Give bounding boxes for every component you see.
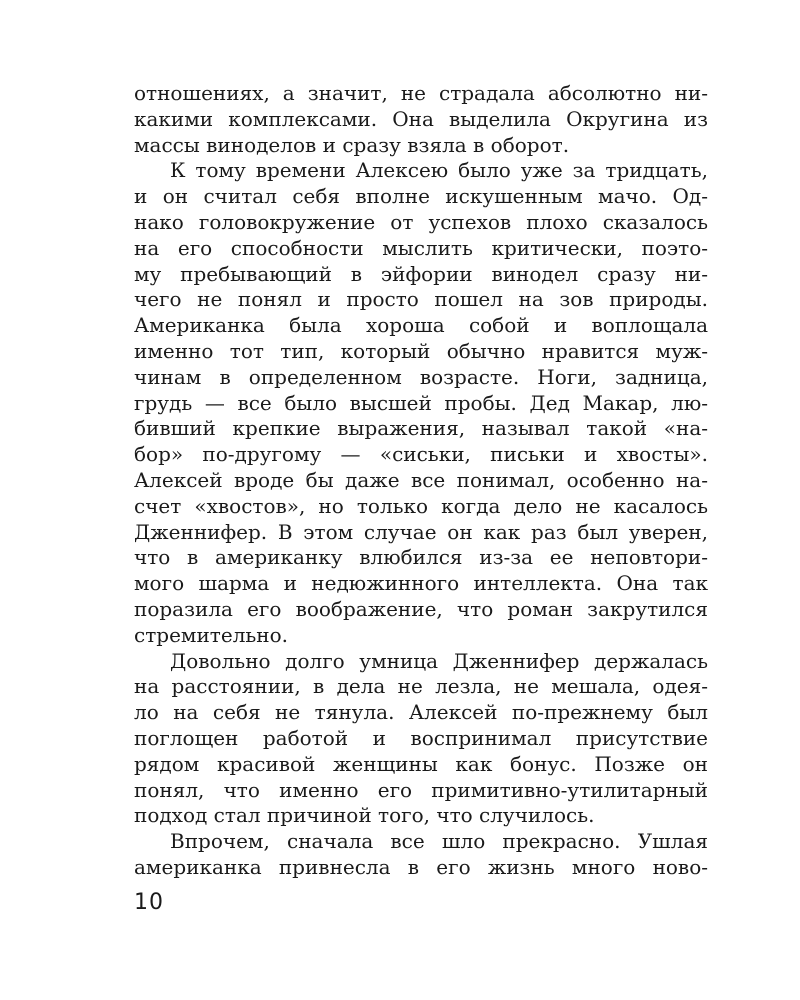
text-line: нако головокружение от успехов плохо сказалось <box>134 209 708 234</box>
text-line: счет «хвостов», но только когда дело не касалось <box>134 493 708 518</box>
text-line: на расстоянии, в дела не лезла, не мешала, одея- <box>134 674 708 699</box>
text-line: рядом красивой женщины как бонус. Позже он <box>134 751 708 776</box>
text-line: какими комплексами. Она выделила Округина из <box>134 106 708 131</box>
text-line: на его способности мыслить критически, поэто- <box>134 235 708 260</box>
text-line: Алексей вроде бы даже все понимал, особенно на- <box>134 467 708 492</box>
text-line: поразила его воображение, что роман закрутился <box>134 596 708 621</box>
text-line: массы виноделов и сразу взяла в оборот. <box>134 132 570 157</box>
text-line: именно тот тип, который обычно нравится муж- <box>134 338 708 363</box>
text-line: Впрочем, сначала все шло прекрасно. Ушлая <box>170 829 708 854</box>
text-line: бор» по-другому — «сиськи, письки и хвосты». <box>134 442 708 467</box>
text-line: отношениях, а значит, не страдала абсолютно ни- <box>134 81 708 105</box>
text-line: ло на себя не тянула. Алексей по-прежнему был <box>134 700 708 725</box>
text-line: американка привнесла в его жизнь много ново- <box>134 854 708 879</box>
text-line: Американка была хороша собой и воплощала <box>134 313 708 338</box>
text-line: грудь — все было высшей пробы. Дед Макар, лю- <box>134 390 708 415</box>
text-line: К тому времени Алексею было уже за тридцать, <box>170 158 708 183</box>
text-line: му пребывающий в эйфории винодел сразу ни- <box>134 261 708 286</box>
text-line: чего не понял и просто пошел на зов природы. <box>134 287 708 312</box>
page-number: 10 <box>134 890 164 915</box>
text-line: бивший крепкие выражения, называл такой «на- <box>134 416 708 441</box>
text-line: поглощен работой и воспринимал присутствие <box>134 725 708 750</box>
body-text <box>134 81 708 881</box>
text-line: и он считал себя вполне искушенным мачо. Од- <box>134 184 708 209</box>
text-line: что в американку влюбился из-за ее неповтори- <box>134 545 708 570</box>
text-line: мого шарма и недюжинного интеллекта. Она так <box>134 571 708 596</box>
text-line: Дженнифер. В этом случае он как раз был уверен, <box>134 519 708 544</box>
text-line: стремительно. <box>134 622 289 647</box>
text-line: подход стал причиной того, что случилось. <box>134 803 595 828</box>
text-line: чинам в определенном возрасте. Ноги, задница, <box>134 364 708 389</box>
text-line: понял, что именно его примитивно-утилитарный <box>134 777 708 802</box>
text-line: Довольно долго умница Дженнифер держалась <box>170 648 708 673</box>
